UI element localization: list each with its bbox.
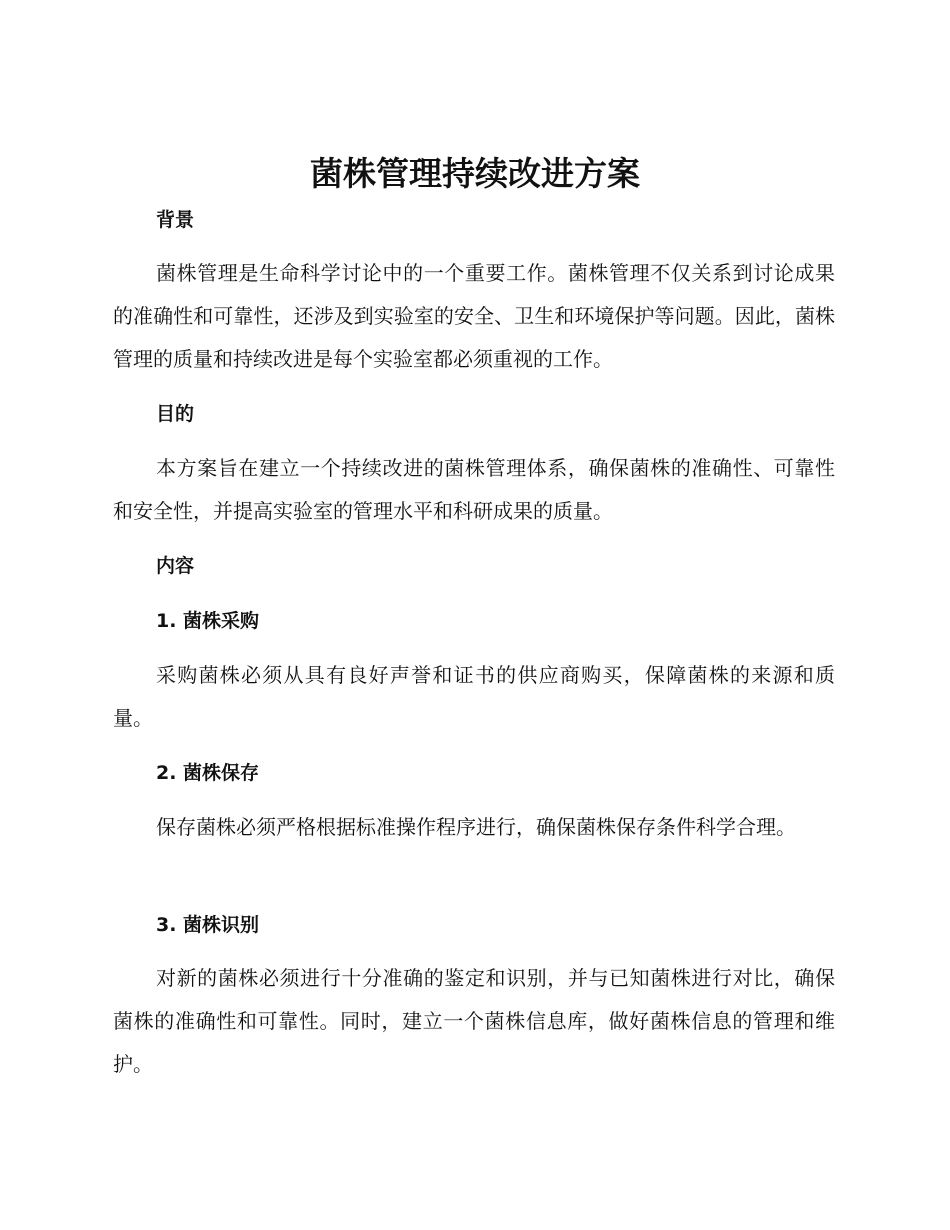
section-heading-purpose: 目的 xyxy=(156,403,195,425)
section-heading-content: 内容 xyxy=(156,555,195,577)
paragraph-identification: 对新的菌株必须进行十分准确的鉴定和识别，并与已知菌株进行对比，确保菌株的准确性和可靠性。同时，建立一个菌株信息库，做好菌株信息的管理和维护。 xyxy=(113,966,835,1076)
subsection-heading-identification: 3. 菌株识别 xyxy=(156,914,260,936)
subsection-heading-procurement: 1. 菌株采购 xyxy=(156,610,260,632)
document-title: 菌株管理持续改进方案 xyxy=(310,154,640,193)
paragraph-procurement: 采购菌株必须从具有良好声誉和证书的供应商购买，保障菌株的来源和质量。 xyxy=(113,663,835,730)
section-heading-background: 背景 xyxy=(156,209,195,231)
subsection-heading-storage: 2. 菌株保存 xyxy=(156,762,260,784)
paragraph-storage: 保存菌株必须严格根据标准操作程序进行，确保菌株保存条件科学合理。 xyxy=(156,815,796,839)
paragraph-purpose: 本方案旨在建立一个持续改进的菌株管理体系，确保菌株的准确性、可靠性和安全性，并提高实验室的管理水平和科研成果的质量。 xyxy=(113,456,835,523)
paragraph-background: 菌株管理是生命科学讨论中的一个重要工作。菌株管理不仅关系到讨论成果的准确性和可靠性，还涉及到实验室的安全、卫生和环境保护等问题。因此，菌株管理的质量和持续改进是每个实验室都必须重视的工作。 xyxy=(113,261,835,371)
